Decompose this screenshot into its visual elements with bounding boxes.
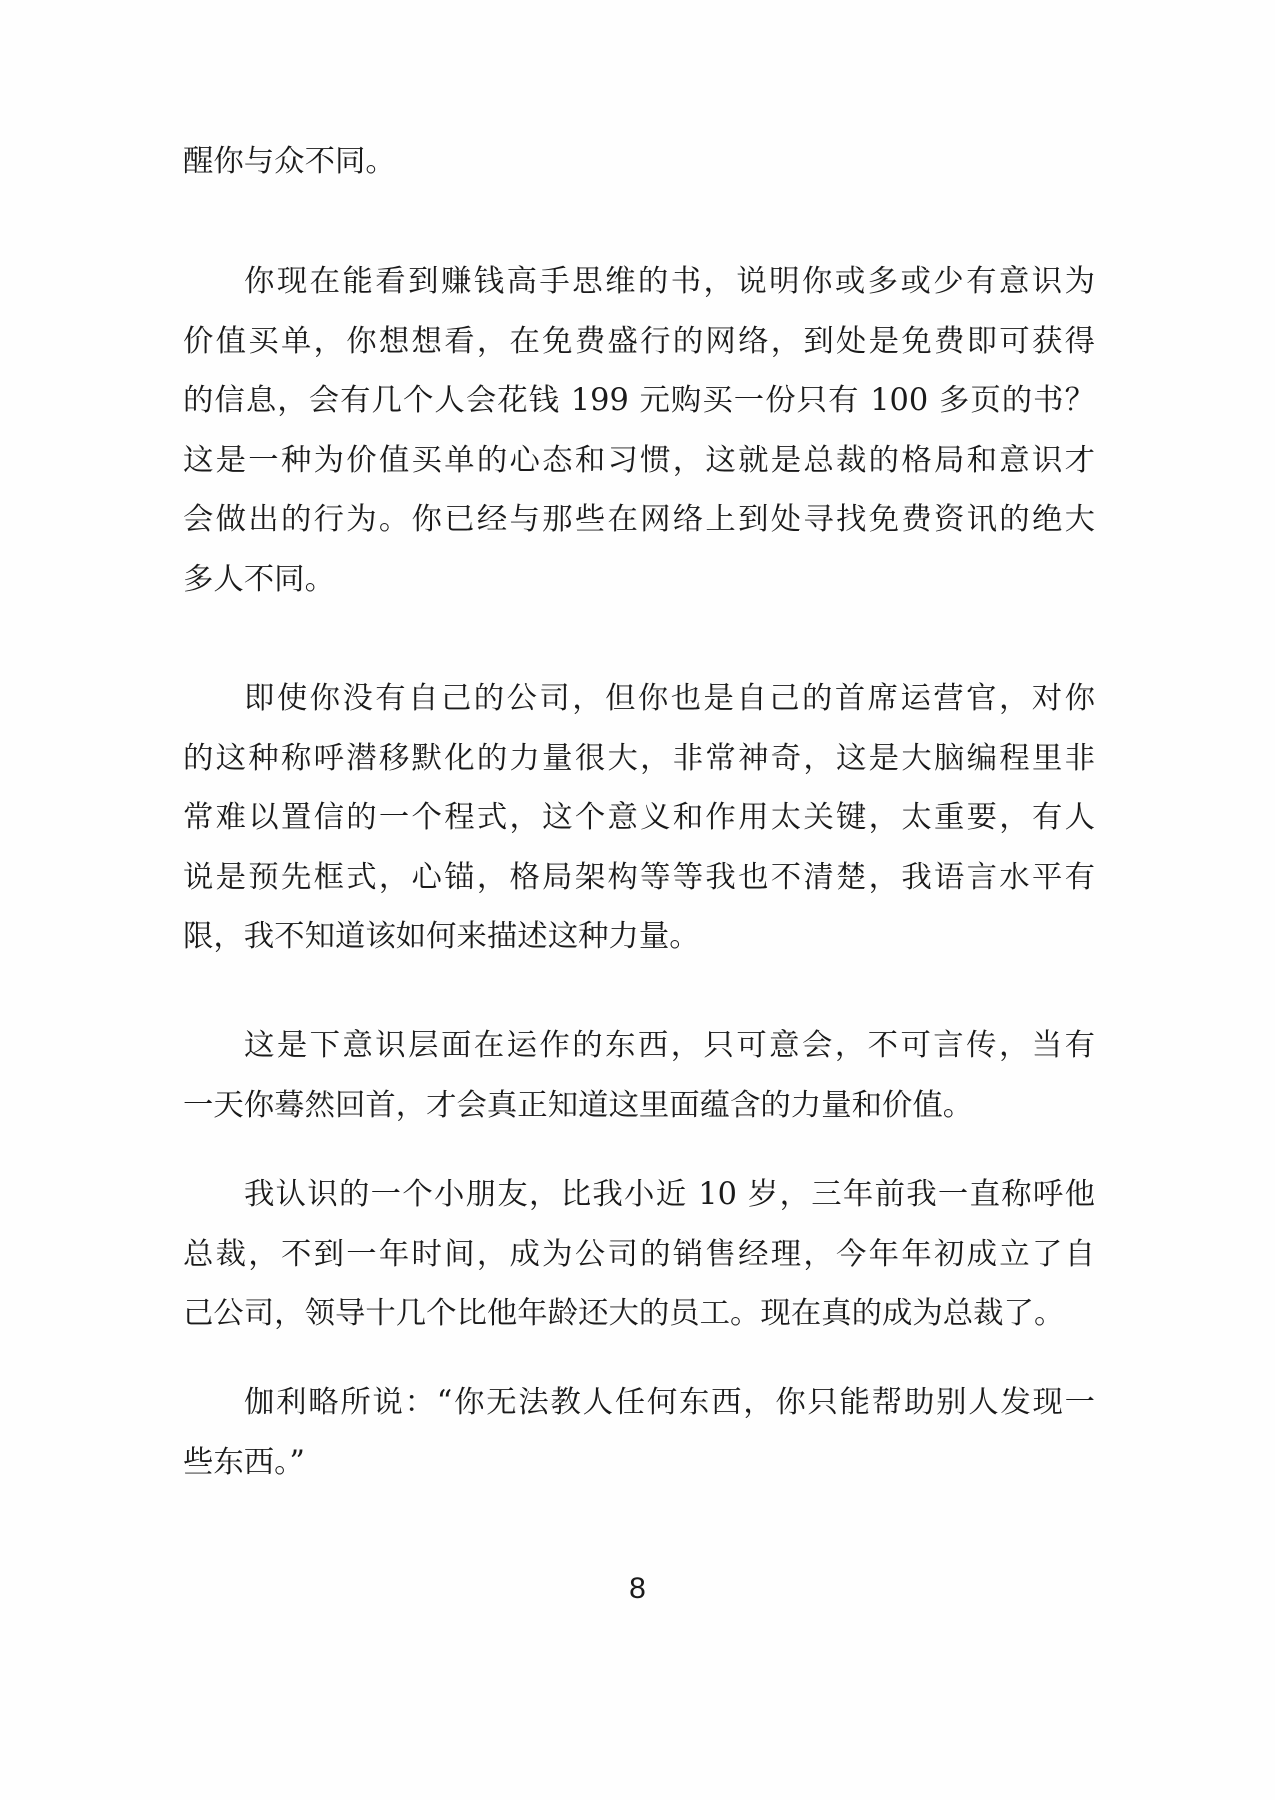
text-line: 价值买单，你想想看，在免费盛行的网络，到处是免费即可获得 xyxy=(183,323,1095,359)
text-line: 限，我不知道该如何来描述这种力量。 xyxy=(183,919,700,954)
text-line: 这是一种为价值买单的心态和习惯，这就是总裁的格局和意识才 xyxy=(183,442,1095,478)
text-line: 的这种称呼潜移默化的力量很大，非常神奇，这是大脑编程里非 xyxy=(183,740,1095,776)
text-line: 多人不同。 xyxy=(183,561,335,597)
text-line: 我认识的一个小朋友，比我小近 10 岁，三年前我一直称呼他 xyxy=(244,1177,1095,1212)
paragraph-value-buying xyxy=(183,252,1095,609)
text-line: 己公司，领导十几个比他年龄还大的员工。现在真的成为总裁了。 xyxy=(183,1296,1065,1331)
text-line: 一天你蓦然回首，才会真正知道这里面蕴含的力量和价值。 xyxy=(183,1087,974,1123)
paragraph-continuation xyxy=(183,132,1095,192)
paragraph-galileo-quote xyxy=(183,1373,1095,1492)
text-line: 常难以置信的一个程式，这个意义和作用太关键，太重要，有人 xyxy=(183,800,1095,835)
text-line: 这是下意识层面在运作的东西，只可意会，不可言传，当有 xyxy=(244,1028,1095,1063)
text-line: 伽利略所说：“你无法教人任何东西，你只能帮助别人发现一 xyxy=(244,1385,1095,1420)
text-line: 即使你没有自己的公司，但你也是自己的首席运营官，对你 xyxy=(244,681,1095,716)
text-line: 你现在能看到赚钱高手思维的书，说明你或多或少有意识为 xyxy=(244,264,1095,299)
text-line: 总裁，不到一年时间，成为公司的销售经理，今年年初成立了自 xyxy=(183,1236,1095,1272)
text-line: 些东西。” xyxy=(183,1444,305,1480)
paragraph-coo-title xyxy=(183,669,1095,967)
text-line: 说是预先框式，心锚，格局架构等等我也不清楚，我语言水平有 xyxy=(183,859,1095,895)
text-line: 的信息，会有几个人会花钱 199 元购买一份只有 100 多页的书？ xyxy=(183,383,1095,418)
page-number: 8 xyxy=(629,1572,646,1605)
paragraph-young-friend xyxy=(183,1165,1095,1344)
text-line: 醒你与众不同。 xyxy=(183,144,396,179)
paragraph-subconscious xyxy=(183,1016,1095,1135)
text-line: 会做出的行为。你已经与那些在网络上到处寻找免费资讯的绝大 xyxy=(183,502,1095,537)
